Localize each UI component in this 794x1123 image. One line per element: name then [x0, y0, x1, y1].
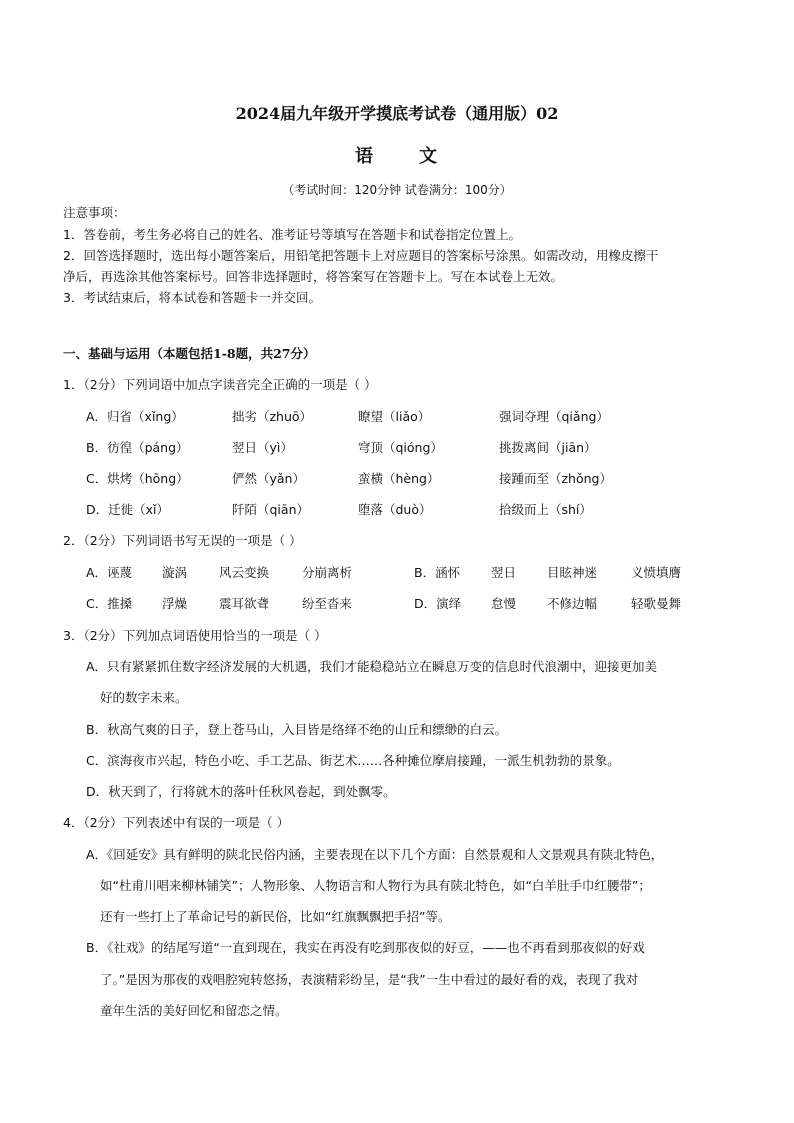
exam-time-info: （考试时间：120分钟 试卷满分：100分）	[282, 183, 512, 197]
q2-option-c-4: 纷至沓来	[302, 596, 353, 611]
q1-option-a-3: 瞭望（liǎo）	[358, 409, 431, 424]
q1-option-c-3: 蛮横（hèng）	[358, 471, 440, 486]
q2-option-c-2: 浮燥	[162, 596, 188, 611]
q4-option-b-line-3: 童年生活的美好回忆和留恋之情。	[100, 1003, 288, 1018]
q2-option-d-3: 不修边幅	[547, 596, 598, 611]
subject-char-1: 语	[355, 146, 375, 167]
q1-option-b-4: 挑拨离间（jiān）	[499, 440, 597, 455]
notes-heading: 注意事项：	[63, 205, 126, 220]
q1-option-d-2: 阡陌（qiān）	[232, 502, 309, 517]
q1-option-c-2: 俨然（yǎn）	[232, 471, 305, 486]
q2-option-c-3: 震耳欲聋	[219, 596, 270, 611]
q1-option-b-3: 穹顶（qióng）	[358, 440, 443, 455]
q3-option-a-line-1: A．只有紧紧抓住数字经济发展的大机遇，我们才能稳稳站立在瞬息万变的信息时代浪潮中，迎接更加美	[86, 659, 658, 674]
q2-option-b-3: 目眩神迷	[547, 565, 598, 580]
q2-option-a-4: 分崩离析	[302, 565, 353, 580]
q4-option-b-line-1: B．《社戏》的结尾写道“一直到现在，我实在再没有吃到那夜似的好豆，——也不再看到那夜似的好戏	[86, 940, 645, 955]
q3-option-d: D．秋天到了，行将就木的落叶任秋风卷起，到处飘零。	[86, 784, 396, 799]
q1-option-d-3: 堕落（duò）	[358, 502, 432, 517]
q4-stem: 4．（2分）下列表述中有误的一项是（ ）	[63, 815, 290, 830]
q2-option-c-1: C．推搡	[86, 596, 133, 611]
q2-option-b-2: 翌日	[491, 565, 517, 580]
q2-option-b-1: B．涵怀	[414, 565, 461, 580]
q2-stem: 2．（2分）下列词语书写无误的一项是（ ）	[63, 533, 302, 548]
q3-option-a-line-2: 好的数字未来。	[100, 690, 188, 705]
section-heading: 一、基础与运用（本题包括1-8题，共27分）	[63, 346, 316, 361]
q3-option-c: C．滨海夜市兴起，特色小吃、手工艺品、街艺术……各种摊位摩肩接踵，一派生机勃勃的景象。	[86, 753, 620, 768]
q1-option-a-2: 拙劣（zhuō）	[232, 409, 313, 424]
notes-line-4: 3．考试结束后，将本试卷和答题卡一并交回。	[63, 290, 321, 305]
q1-option-d-1: D．迁徙（xǐ）	[86, 502, 169, 517]
q1-option-b-1: B．彷徨（páng）	[86, 440, 189, 455]
q1-option-b-2: 翌日（yì）	[232, 440, 293, 455]
q3-option-b: B．秋高气爽的日子，登上苍马山，入目皆是络绎不绝的山丘和缥缈的白云。	[86, 722, 508, 737]
q1-option-c-1: C．烘烤（hōng）	[86, 471, 189, 486]
q2-option-d-4: 轻歌曼舞	[631, 596, 682, 611]
q1-option-a-1: A．归省（xǐng）	[86, 409, 184, 424]
subject-char-2: 文	[419, 146, 439, 167]
notes-line-2: 2．回答选择题时，选出每小题答案后，用铅笔把答题卡上对应题目的答案标号涂黑。如需改动，用橡皮擦干	[63, 248, 659, 263]
notes-line-3: 净后，再选涂其他答案标号。回答非选择题时，将答案写在答题卡上。写在本试卷上无效。	[63, 269, 564, 284]
exam-title: 2024届九年级开学摸底考试卷（通用版）02	[235, 104, 559, 123]
subject-name	[0, 142, 794, 168]
q4-option-a-line-2: 如“杜甫川唱来柳林铺笑”；人物形象、人物语言和人物行为具有陕北特色，如“白羊肚手巾红腰带”；	[100, 878, 651, 893]
q2-option-d-1: D．演绎	[414, 596, 462, 611]
q4-option-b-line-2: 了。”是因为那夜的戏唱腔宛转悠扬，表演精彩纷呈，是“我”一生中看过的最好看的戏，表现了我对	[100, 972, 639, 987]
q4-option-a-line-3: 还有一些打上了革命记号的新民俗，比如“红旗飘飘把手招”等。	[100, 909, 451, 924]
notes-line-1: 1．答卷前，考生务必将自己的姓名、准考证号等填写在答题卡和试卷指定位置上。	[63, 227, 521, 242]
q2-option-a-2: 漩涡	[162, 565, 188, 580]
q1-stem: 1．（2分）下列词语中加点字读音完全正确的一项是（ ）	[63, 377, 377, 392]
q1-option-a-4: 强词夺理（qiǎng）	[499, 409, 609, 424]
q1-option-c-4: 接踵而至（zhǒng）	[499, 471, 612, 486]
q4-option-a-line-1: A．《回延安》具有鲜明的陕北民俗内涵，主要表现在以下几个方面：自然景观和人文景观具有陕北特色，	[86, 847, 664, 862]
q2-option-b-4: 义愤填膺	[631, 565, 682, 580]
q3-stem: 3．（2分）下列加点词语使用恰当的一项是（ ）	[63, 628, 327, 643]
q2-option-a-1: A．诬蔑	[86, 565, 133, 580]
q2-option-a-3: 风云变换	[219, 565, 270, 580]
q1-option-d-4: 拾级而上（shí）	[499, 502, 592, 517]
q2-option-d-2: 怠慢	[491, 596, 517, 611]
